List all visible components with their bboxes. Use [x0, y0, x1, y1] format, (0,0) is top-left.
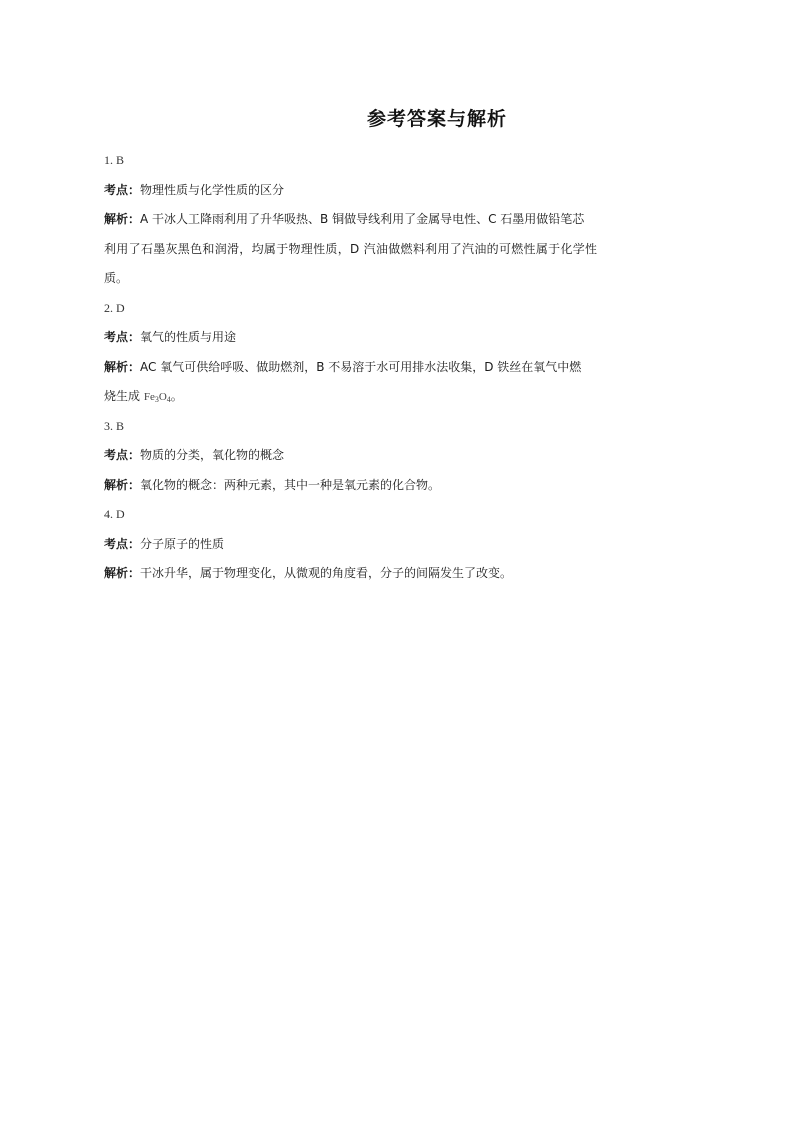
answer-number: 2. D: [104, 300, 125, 315]
kaodian-line: [104, 441, 612, 471]
jiexi-text: 烧生成: [104, 389, 144, 403]
jiexi-text: A 干冰人工降雨利用了升华吸热、B 铜做导线利用了金属导电性、C 石墨用做铅笔芯: [140, 212, 585, 226]
kaodian-label: 考点：: [104, 182, 141, 197]
kaodian-line: [104, 323, 612, 353]
jiexi-label: 解析：: [104, 477, 141, 492]
kaodian-text: 物理性质与化学性质的区分: [140, 182, 285, 197]
chemical-formula: [144, 391, 171, 403]
jiexi-continuation: [104, 382, 612, 412]
kaodian-label: 考点：: [104, 536, 141, 551]
jiexi-line: [104, 559, 612, 589]
jiexi-label: 解析：: [104, 212, 141, 226]
jiexi-text: 氧化物的概念：两种元素，其中一种是氧元素的化合物。: [140, 477, 441, 492]
kaodian-text: 氧气的性质与用途: [140, 330, 237, 344]
kaodian-line: [104, 176, 612, 206]
formula-subscript: 3: [154, 395, 159, 404]
jiexi-continuation: 质。: [104, 271, 129, 285]
page-title: 参考答案与解析: [366, 108, 507, 130]
answer-number: 4. D: [104, 507, 125, 521]
kaodian-label: 考点：: [104, 330, 141, 344]
formula-element: Fe: [143, 391, 155, 403]
kaodian-text: 分子原子的性质: [140, 536, 225, 551]
jiexi-line: [104, 205, 612, 235]
kaodian-line: [104, 530, 612, 560]
jiexi-label: 解析：: [104, 359, 141, 374]
jiexi-continuation: 利用了石墨灰黑色和润滑，均属于物理性质，D 汽油做燃料利用了汽油的可燃性属于化学性: [104, 241, 598, 256]
sentence-end: 。: [170, 389, 183, 403]
jiexi-line: [104, 471, 612, 501]
jiexi-text: 干冰升华，属于物理变化，从微观的角度看，分子的间隔发生了改变。: [140, 566, 513, 580]
kaodian-label: 考点：: [104, 448, 141, 462]
answer-content: [104, 146, 612, 589]
answer-number: 1. B: [104, 153, 125, 167]
jiexi-text: AC 氧气可供给呼吸、做助燃剂，B 不易溶于水可用排水法收集，D 铁丝在氧气中燃: [140, 359, 582, 374]
formula-element: O: [158, 391, 167, 403]
answer-number: 3. B: [104, 418, 125, 433]
jiexi-label: 解析：: [104, 566, 141, 580]
kaodian-text: 物质的分类，氧化物的概念: [140, 448, 285, 462]
formula-subscript: 4: [166, 395, 171, 404]
jiexi-line: [104, 353, 612, 383]
